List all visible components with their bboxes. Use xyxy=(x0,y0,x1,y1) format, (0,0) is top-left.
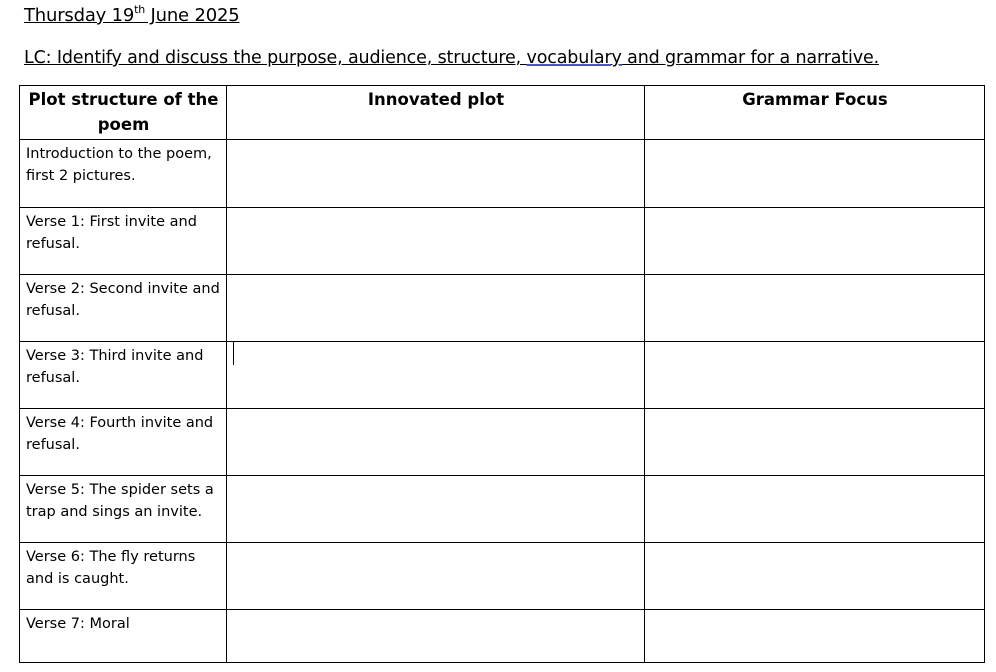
learning-challenge xyxy=(24,48,879,68)
grammar-focus-cell[interactable] xyxy=(645,543,985,610)
grammar-focus-cell[interactable] xyxy=(645,610,985,663)
innovated-plot-cell[interactable] xyxy=(227,409,645,476)
header-innovated-plot: Innovated plot xyxy=(227,86,645,140)
plot-cell: Verse 3: Third invite and refusal. xyxy=(20,342,227,409)
table-row xyxy=(20,208,985,275)
table-row xyxy=(20,409,985,476)
table-row xyxy=(20,610,985,663)
table-header-row xyxy=(20,86,985,140)
learning-challenge-text-start: LC: Identify and discuss the purpose, audience, structure, xyxy=(24,48,527,68)
grammar-focus-cell[interactable] xyxy=(645,409,985,476)
plot-cell: Verse 4: Fourth invite and refusal. xyxy=(20,409,227,476)
innovated-plot-cell[interactable] xyxy=(227,140,645,208)
date-ordinal-suffix: th xyxy=(134,3,146,16)
date-day: Thursday 19 xyxy=(24,5,135,26)
grammar-focus-cell[interactable] xyxy=(645,275,985,342)
plot-cell: Verse 5: The spider sets a trap and sings an invite. xyxy=(20,476,227,543)
innovated-plot-cell[interactable] xyxy=(227,543,645,610)
innovated-plot-cell[interactable] xyxy=(227,275,645,342)
plot-cell: Verse 6: The fly returns and is caught. xyxy=(20,543,227,610)
plot-cell: Introduction to the poem, first 2 pictures. xyxy=(20,140,227,208)
text-cursor xyxy=(233,342,234,365)
plot-cell: Verse 2: Second invite and refusal. xyxy=(20,275,227,342)
table-row xyxy=(20,275,985,342)
table-row xyxy=(20,342,985,409)
innovated-plot-cell[interactable] xyxy=(227,342,645,409)
table-row xyxy=(20,140,985,208)
date-month-year: June 2025 xyxy=(145,5,240,26)
spellcheck-flagged-word[interactable]: vocabulary xyxy=(526,48,622,68)
date-heading xyxy=(24,5,239,26)
grammar-focus-cell[interactable] xyxy=(645,342,985,409)
header-grammar-focus: Grammar Focus xyxy=(645,86,985,140)
table-row xyxy=(20,476,985,543)
grammar-focus-cell[interactable] xyxy=(645,476,985,543)
innovated-plot-cell[interactable] xyxy=(227,476,645,543)
innovated-plot-cell[interactable] xyxy=(227,208,645,275)
learning-challenge-text-end: and grammar for a narrative. xyxy=(621,48,879,68)
plot-cell: Verse 7: Moral xyxy=(20,610,227,663)
header-plot-structure: Plot structure of the poem xyxy=(20,86,227,140)
plot-cell: Verse 1: First invite and refusal. xyxy=(20,208,227,275)
table-row xyxy=(20,543,985,610)
plot-planning-table xyxy=(19,85,985,663)
grammar-focus-cell[interactable] xyxy=(645,140,985,208)
innovated-plot-cell[interactable] xyxy=(227,610,645,663)
grammar-focus-cell[interactable] xyxy=(645,208,985,275)
